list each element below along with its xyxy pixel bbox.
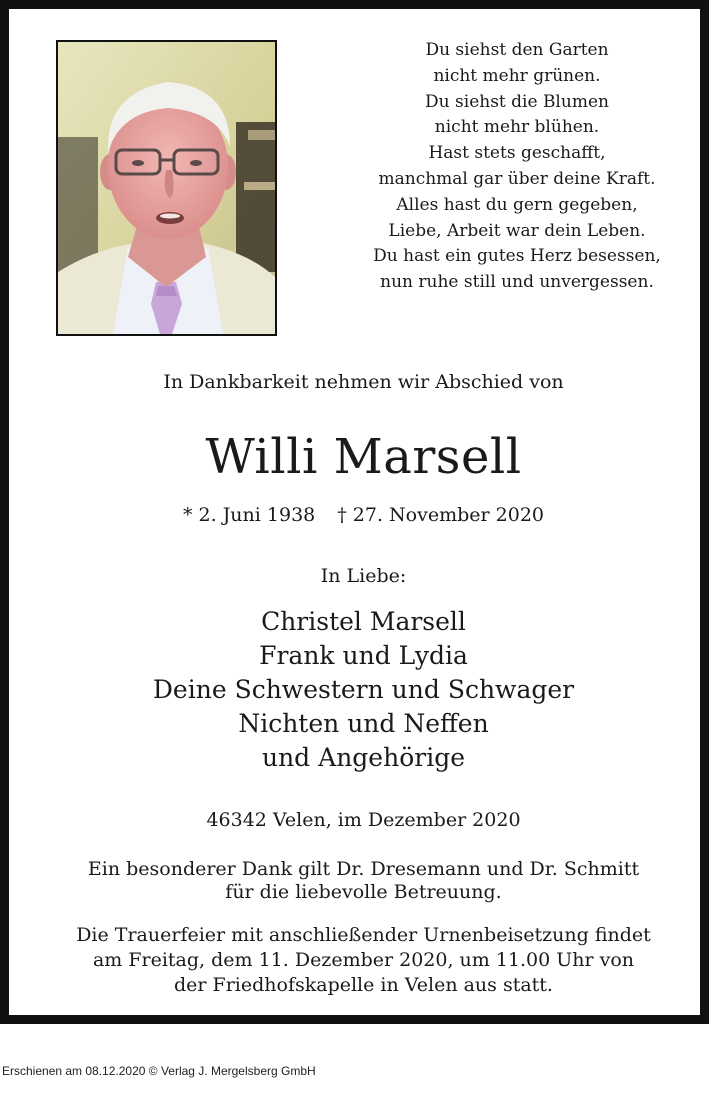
poem-line: Du hast ein gutes Herz besessen, — [373, 246, 661, 267]
poem-line: nicht mehr grünen. — [433, 65, 601, 86]
thanks-line: Ein besonderer Dank gilt Dr. Dresemann und Dr. Schmitt — [87, 858, 640, 880]
place-and-date: 46342 Velen, im Dezember 2020 — [206, 809, 521, 831]
poem-line: Alles hast du gern gegeben, — [396, 194, 638, 215]
poem-line: manchmal gar über deine Kraft. — [378, 168, 656, 189]
poem-line: Hast stets geschafft, — [428, 143, 606, 164]
funeral-line: Die Trauerfeier mit anschließender Urnenbeisetzung findet — [76, 924, 651, 946]
poem-line: Du siehst die Blumen — [425, 91, 609, 112]
birth-date: * 2. Juni 1938 — [182, 504, 316, 526]
deceased-name: Willi Marsell — [205, 429, 522, 485]
mourner-entry: Deine Schwestern und Schwager — [152, 675, 575, 704]
poem-line: Liebe, Arbeit war dein Leben. — [388, 220, 646, 241]
poem-line: nicht mehr blühen. — [434, 117, 600, 138]
life-dates — [18, 504, 709, 526]
mourners-list — [18, 605, 709, 775]
memorial-poem — [327, 38, 707, 296]
publication-footer: Erschienen am 08.12.2020 © Verlag J. Mergelsberg GmbH — [2, 1064, 316, 1078]
funeral-line: am Freitag, dem 11. Dezember 2020, um 11.00 Uhr von — [92, 949, 635, 971]
thanks-paragraph — [18, 858, 709, 904]
funeral-announcement — [18, 923, 709, 998]
portrait-photo — [56, 40, 277, 336]
mourner-entry: Nichten und Neffen — [238, 709, 489, 738]
poem-line: nun ruhe still und unvergessen. — [380, 272, 654, 293]
poem-line: Du siehst den Garten — [425, 40, 609, 60]
death-date: † 27. November 2020 — [337, 504, 545, 526]
mourner-entry: Frank und Lydia — [259, 641, 468, 670]
thanks-line: für die liebevolle Betreuung. — [225, 881, 502, 903]
mourner-entry: und Angehörige — [261, 743, 465, 772]
mourner-entry: Christel Marsell — [261, 607, 466, 636]
love-label: In Liebe: — [320, 565, 407, 587]
portrait-photo-icon — [58, 42, 275, 334]
farewell-intro: In Dankbarkeit nehmen wir Abschied von — [163, 371, 564, 393]
funeral-line: der Friedhofskapelle in Velen aus statt. — [174, 974, 553, 996]
